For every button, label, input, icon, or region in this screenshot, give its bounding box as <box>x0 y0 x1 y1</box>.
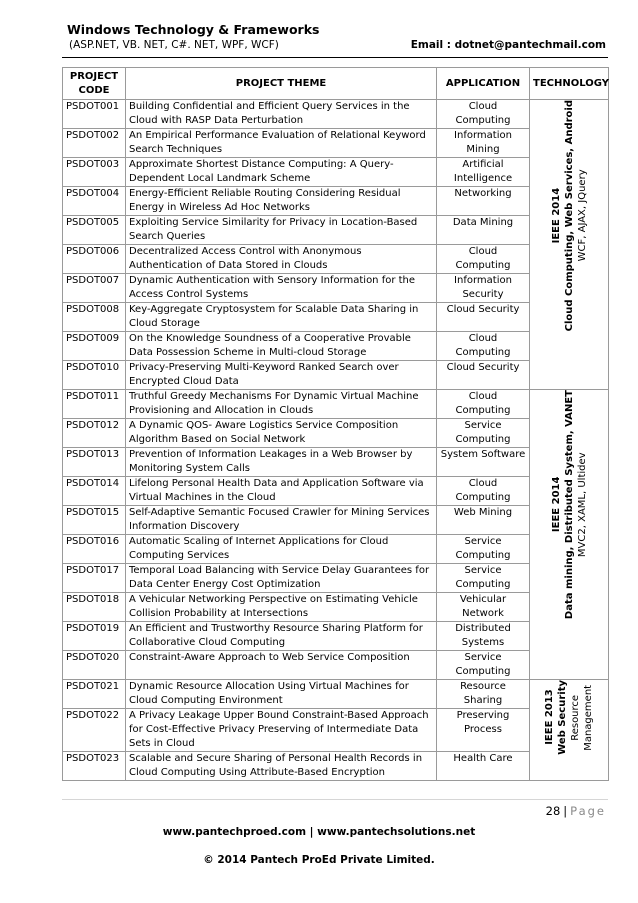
technology-tools: Resource <box>570 694 581 741</box>
footer-rule <box>62 799 608 800</box>
table-row <box>63 651 609 680</box>
table-row <box>63 187 609 216</box>
project-application: Distributed Systems <box>437 622 530 651</box>
contact-email: Email : dotnet@pantechmail.com <box>410 39 606 51</box>
project-application: Preserving Process <box>437 709 530 752</box>
technology-group-2 <box>530 390 609 680</box>
project-application: Service Computing <box>437 535 530 564</box>
project-application: Service Computing <box>437 419 530 448</box>
project-code: PSDOT022 <box>63 709 126 752</box>
project-theme: Temporal Load Balancing with Service Delay Guarantees for Data Center Energy Cost Optimization <box>126 564 437 593</box>
project-application: Artificial Intelligence <box>437 158 530 187</box>
page-word: Page <box>570 804 606 818</box>
project-application: Health Care <box>437 752 530 781</box>
table-row <box>63 477 609 506</box>
project-code: PSDOT008 <box>63 303 126 332</box>
table-row <box>63 274 609 303</box>
technology-group-1 <box>530 100 609 390</box>
footer-websites: www.pantechproed.com | www.pantechsolutions.net <box>162 826 476 838</box>
document-title: Windows Technology & Frameworks <box>67 22 320 37</box>
project-theme: Scalable and Secure Sharing of Personal Health Records in Cloud Computing Using Attribute-Based Encryption <box>126 752 437 781</box>
project-code: PSDOT023 <box>63 752 126 781</box>
table-row <box>63 680 609 709</box>
project-application: Cloud Computing <box>437 245 530 274</box>
project-code: PSDOT016 <box>63 535 126 564</box>
table-row <box>63 448 609 477</box>
project-theme: Prevention of Information Leakages in a Web Browser by Monitoring System Calls <box>126 448 437 477</box>
project-application: Data Mining <box>437 216 530 245</box>
technology-year: IEEE 2014 <box>550 187 562 244</box>
technology-tools: WCF, AJAX, JQuery <box>576 169 588 262</box>
project-application: Service Computing <box>437 651 530 680</box>
project-theme: A Dynamic QOS- Aware Logistics Service Composition Algorithm Based on Social Network <box>126 419 437 448</box>
technology-tools: MVC2, XAML, Ultidev <box>576 452 588 557</box>
project-application: Resource Sharing <box>437 680 530 709</box>
technology-domains: Cloud Computing, Web Services, Android <box>563 100 575 332</box>
projects-table <box>62 67 609 781</box>
project-theme: Self-Adaptive Semantic Focused Crawler for Mining Services Information Discovery <box>126 506 437 535</box>
project-application: Service Computing <box>437 564 530 593</box>
project-code: PSDOT005 <box>63 216 126 245</box>
project-theme: Privacy-Preserving Multi-Keyword Ranked Search over Encrypted Cloud Data <box>126 361 437 390</box>
column-header-theme: PROJECT THEME <box>126 68 437 100</box>
technology-domains: Data mining, Distributed System, VANET <box>563 390 575 620</box>
page-number <box>546 804 606 818</box>
project-code: PSDOT010 <box>63 361 126 390</box>
footer-copyright: © 2014 Pantech ProEd Private Limited. <box>203 854 435 866</box>
project-application: Web Mining <box>437 506 530 535</box>
column-header-technology: TECHNOLOGY <box>530 68 609 100</box>
table-row <box>63 709 609 752</box>
project-application: Information Mining <box>437 129 530 158</box>
table-row <box>63 129 609 158</box>
project-application: Networking <box>437 187 530 216</box>
project-theme: Energy-Efficient Reliable Routing Considering Residual Energy in Wireless Ad Hoc Networks <box>126 187 437 216</box>
project-code: PSDOT021 <box>63 680 126 709</box>
project-code: PSDOT019 <box>63 622 126 651</box>
project-code: PSDOT001 <box>63 100 126 129</box>
technology-year: IEEE 2014 <box>550 476 562 533</box>
project-code: PSDOT017 <box>63 564 126 593</box>
project-code: PSDOT013 <box>63 448 126 477</box>
page-number-value: 28 <box>545 804 561 818</box>
technology-tools-2: Management <box>583 684 594 751</box>
header-rule <box>62 57 608 58</box>
column-header-application: APPLICATION <box>437 68 530 100</box>
technology-domains: Web Security <box>557 680 568 755</box>
project-application: Cloud Computing <box>437 332 530 361</box>
table-row <box>63 535 609 564</box>
table-row <box>63 419 609 448</box>
table-header-row <box>63 68 609 100</box>
project-code: PSDOT004 <box>63 187 126 216</box>
project-theme: Decentralized Access Control with Anonymous Authentication of Data Stored in Clouds <box>126 245 437 274</box>
project-application: Cloud Security <box>437 303 530 332</box>
table-row <box>63 593 609 622</box>
project-theme: An Efficient and Trustworthy Resource Sharing Platform for Collaborative Cloud Computing <box>126 622 437 651</box>
table-row <box>63 564 609 593</box>
project-theme: Approximate Shortest Distance Computing: A Query-Dependent Local Landmark Scheme <box>126 158 437 187</box>
table-row <box>63 506 609 535</box>
project-theme: Dynamic Authentication with Sensory Information for the Access Control Systems <box>126 274 437 303</box>
table-row <box>63 303 609 332</box>
project-theme: Constraint-Aware Approach to Web Service Composition <box>126 651 437 680</box>
project-application: Cloud Computing <box>437 390 530 419</box>
project-theme: A Privacy Leakage Upper Bound Constraint-Based Approach for Cost-Effective Privacy Preserving of Intermediate Data Sets in Cloud <box>126 709 437 752</box>
project-theme: On the Knowledge Soundness of a Cooperative Provable Data Possession Scheme in Multi-cloud Storage <box>126 332 437 361</box>
technology-group-3 <box>530 680 609 781</box>
project-code: PSDOT018 <box>63 593 126 622</box>
project-code: PSDOT012 <box>63 419 126 448</box>
table-row <box>63 100 609 129</box>
table-row <box>63 245 609 274</box>
page-separator: | <box>563 804 568 818</box>
table-row <box>63 158 609 187</box>
project-code: PSDOT007 <box>63 274 126 303</box>
project-code: PSDOT020 <box>63 651 126 680</box>
project-theme: Lifelong Personal Health Data and Application Software via Virtual Machines in the Cloud <box>126 477 437 506</box>
project-code: PSDOT002 <box>63 129 126 158</box>
project-theme: Truthful Greedy Mechanisms For Dynamic Virtual Machine Provisioning and Allocation in Clouds <box>126 390 437 419</box>
project-theme: Dynamic Resource Allocation Using Virtual Machines for Cloud Computing Environment <box>126 680 437 709</box>
document-subtitle: (ASP.NET, VB. NET, C#. NET, WPF, WCF) <box>69 39 279 51</box>
table-row <box>63 361 609 390</box>
project-application: Cloud Computing <box>437 100 530 129</box>
technology-year: IEEE 2013 <box>544 689 555 746</box>
project-code: PSDOT009 <box>63 332 126 361</box>
project-code: PSDOT011 <box>63 390 126 419</box>
project-theme: A Vehicular Networking Perspective on Estimating Vehicle Collision Probability at Intersections <box>126 593 437 622</box>
project-code: PSDOT003 <box>63 158 126 187</box>
project-application: Vehicular Network <box>437 593 530 622</box>
project-application: System Software <box>437 448 530 477</box>
table-row <box>63 622 609 651</box>
table-row <box>63 752 609 781</box>
project-application: Cloud Computing <box>437 477 530 506</box>
project-code: PSDOT015 <box>63 506 126 535</box>
project-application: Information Security <box>437 274 530 303</box>
project-theme: An Empirical Performance Evaluation of Relational Keyword Search Techniques <box>126 129 437 158</box>
project-theme: Key-Aggregate Cryptosystem for Scalable Data Sharing in Cloud Storage <box>126 303 437 332</box>
project-application: Cloud Security <box>437 361 530 390</box>
project-theme: Building Confidential and Efficient Query Services in the Cloud with RASP Data Perturbation <box>126 100 437 129</box>
table-row <box>63 216 609 245</box>
project-theme: Exploiting Service Similarity for Privacy in Location-Based Search Queries <box>126 216 437 245</box>
project-code: PSDOT014 <box>63 477 126 506</box>
column-header-code: PROJECT CODE <box>63 68 126 100</box>
project-theme: Automatic Scaling of Internet Applications for Cloud Computing Services <box>126 535 437 564</box>
table-row <box>63 390 609 419</box>
project-code: PSDOT006 <box>63 245 126 274</box>
table-row <box>63 332 609 361</box>
